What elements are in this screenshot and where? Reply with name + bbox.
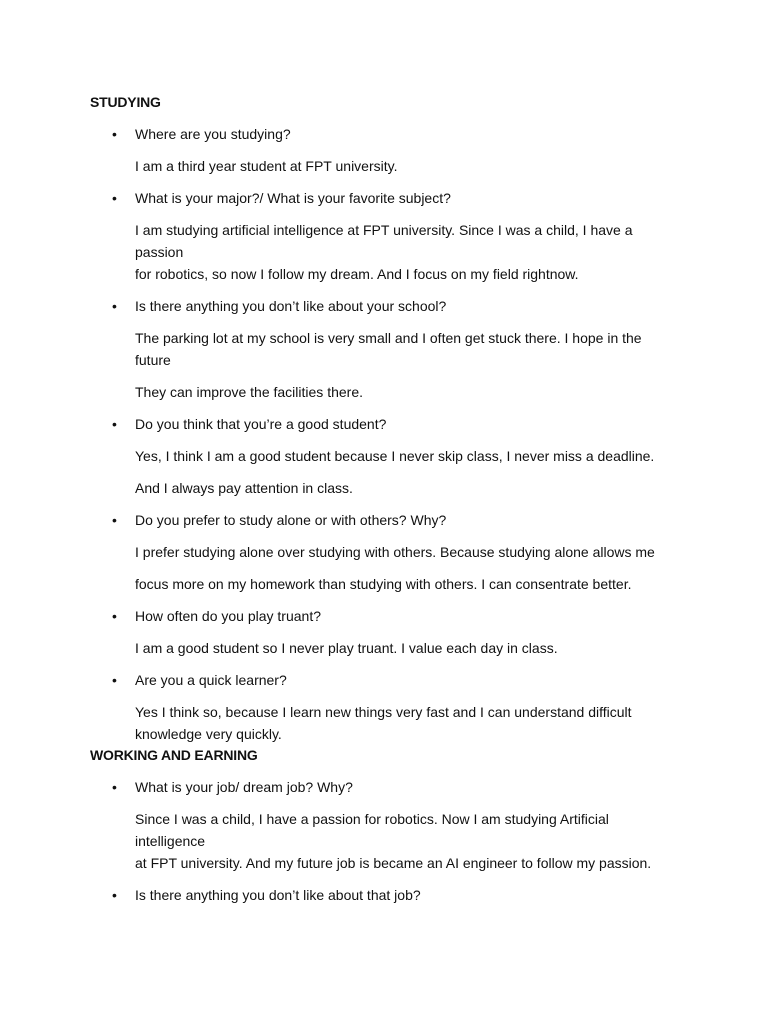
answer-line: at FPT university. And my future job is became an AI engineer to follow my passion. [135, 855, 652, 871]
answer-line: Since I was a child, I have a passion for robotics. Now I am studying Artificial intelligence [135, 811, 609, 849]
answer-paragraph [135, 477, 690, 499]
answer-paragraph [135, 381, 690, 403]
bullet-icon: • [112, 887, 117, 903]
bullet-icon: • [112, 126, 117, 142]
answer-line: knowledge very quickly. [135, 726, 282, 742]
question-text: Do you think that you’re a good student? [135, 416, 387, 432]
section-heading: STUDYING [90, 94, 161, 110]
question-text: Is there anything you don’t like about that job? [135, 887, 421, 903]
section-heading: WORKING AND EARNING [90, 747, 258, 763]
question-item [90, 884, 690, 906]
answer-line: I prefer studying alone over studying with others. Because studying alone allows me [135, 544, 655, 560]
answer-paragraph [135, 327, 690, 371]
question-text: How often do you play truant? [135, 608, 322, 624]
question-list [90, 776, 690, 906]
section-studying [90, 94, 690, 755]
question-list [90, 123, 690, 745]
answer-line: The parking lot at my school is very small and I often get stuck there. I hope in the future [135, 330, 642, 368]
question-text: Is there anything you don’t like about your school? [135, 298, 447, 314]
answer-line: Yes I think so, because I learn new things very fast and I can understand difficult [135, 704, 632, 720]
answer-paragraph [135, 573, 690, 595]
answer-line: focus more on my homework than studying with others. I can consentrate better. [135, 576, 632, 592]
question-text: Are you a quick learner? [135, 672, 287, 688]
bullet-icon: • [112, 190, 117, 206]
answer-line: And I always pay attention in class. [135, 480, 353, 496]
answer-paragraph [135, 155, 690, 177]
answer-paragraph [135, 701, 690, 745]
bullet-icon: • [112, 298, 117, 314]
question-item [90, 509, 690, 595]
answer-paragraph [135, 219, 690, 285]
section-working-and-earning [90, 747, 690, 916]
question-item [90, 295, 690, 403]
question-item [90, 605, 690, 659]
bullet-icon: • [112, 672, 117, 688]
question-item [90, 413, 690, 499]
answer-line: I am a good student so I never play truant. I value each day in class. [135, 640, 558, 656]
question-text: Do you prefer to study alone or with others? Why? [135, 512, 447, 528]
answer-line: for robotics, so now I follow my dream. And I focus on my field rightnow. [135, 266, 579, 282]
answer-line: Yes, I think I am a good student because I never skip class, I never miss a deadline. [135, 448, 655, 464]
answer-paragraph [135, 637, 690, 659]
question-text: What is your major?/ What is your favorite subject? [135, 190, 451, 206]
question-item [90, 669, 690, 745]
question-item [90, 123, 690, 177]
bullet-icon: • [112, 779, 117, 795]
question-text: What is your job/ dream job? Why? [135, 779, 353, 795]
answer-line: I am a third year student at FPT university. [135, 158, 398, 174]
answer-line: They can improve the facilities there. [135, 384, 363, 400]
question-item [90, 776, 690, 874]
answer-line: I am studying artificial intelligence at FPT university. Since I was a child, I have a passion [135, 222, 633, 260]
question-text: Where are you studying? [135, 126, 291, 142]
answer-paragraph [135, 541, 690, 563]
bullet-icon: • [112, 608, 117, 624]
answer-paragraph [135, 445, 690, 467]
question-item [90, 187, 690, 285]
bullet-icon: • [112, 512, 117, 528]
answer-paragraph [135, 808, 690, 874]
bullet-icon: • [112, 416, 117, 432]
